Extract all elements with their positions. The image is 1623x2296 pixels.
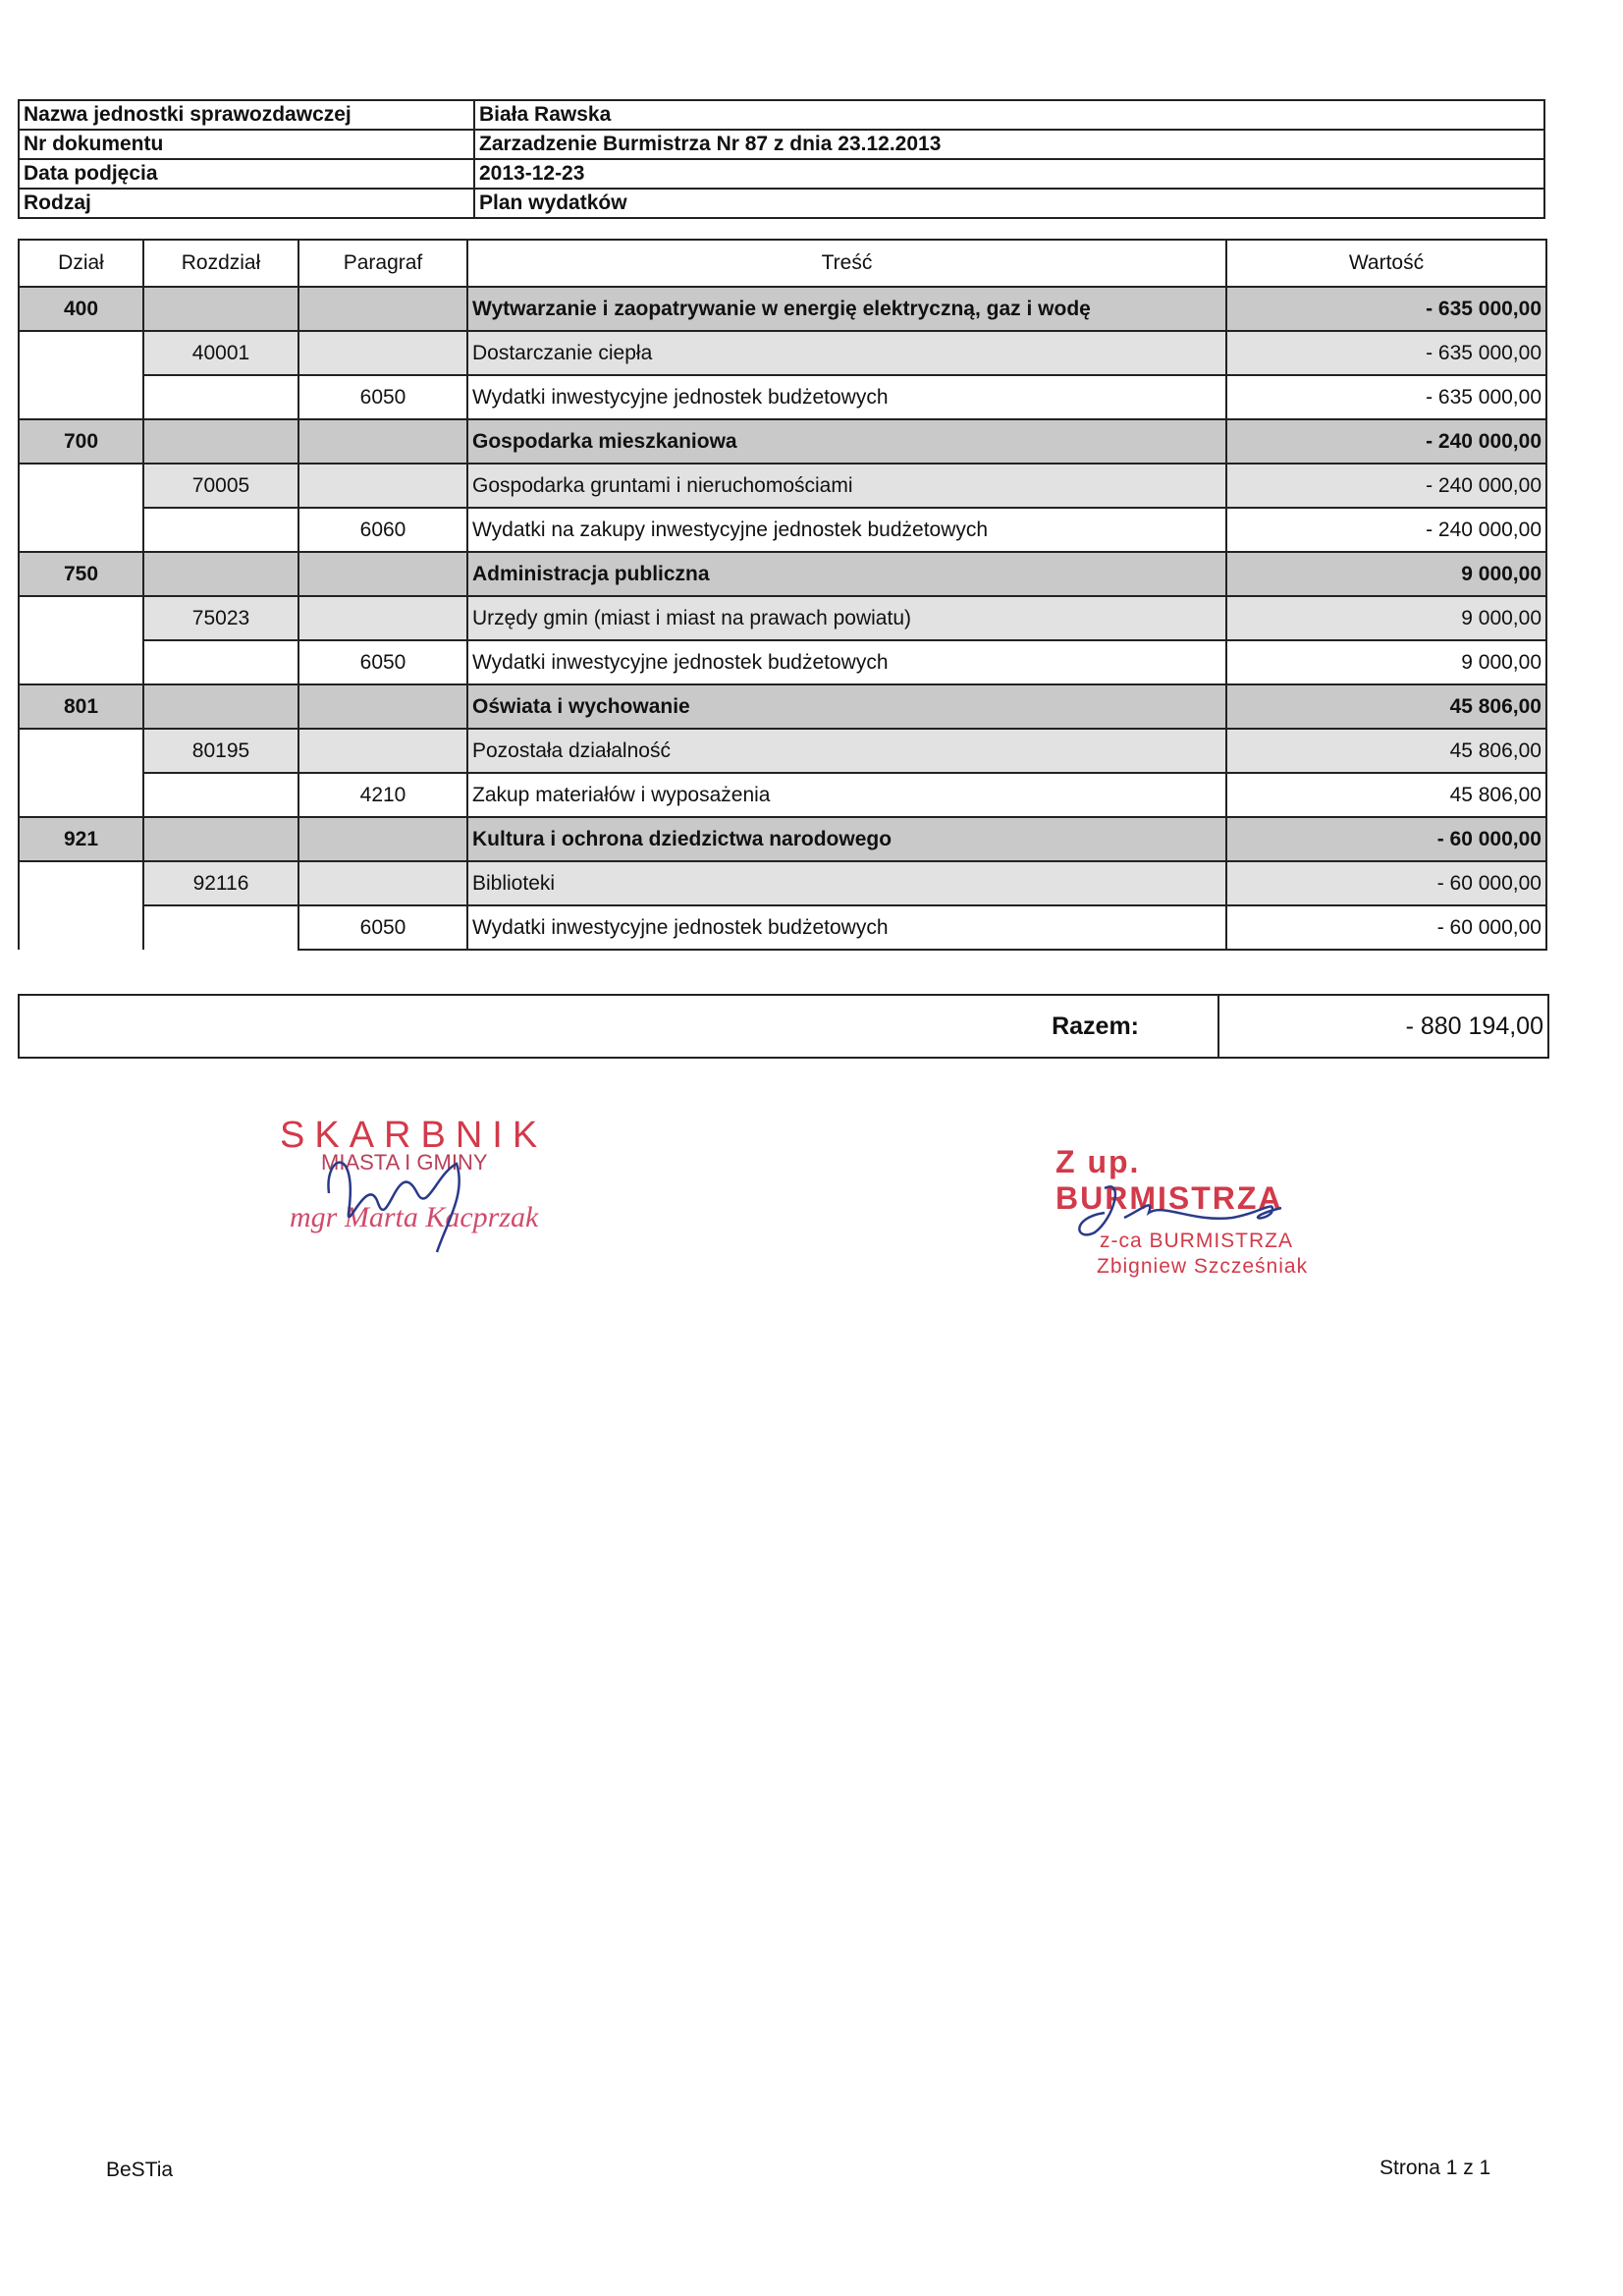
cell-tresc: Wydatki inwestycyjne jednostek budżetowych	[467, 640, 1226, 684]
cell-wartosc: - 240 000,00	[1226, 419, 1546, 464]
cell-rozdzial	[143, 773, 298, 817]
mayor-stamp-title: Z up. BURMISTRZA	[1055, 1144, 1283, 1216]
cell-paragraf: 6050	[298, 905, 467, 950]
metadata-value: Plan wydatków	[474, 189, 1544, 218]
metadata-row	[19, 130, 1544, 159]
metadata-value: 2013-12-23	[474, 159, 1544, 189]
cell-dzial	[19, 729, 143, 773]
table-row	[19, 464, 1546, 508]
cell-dzial	[19, 861, 143, 905]
metadata-row	[19, 189, 1544, 218]
cell-tresc: Oświata i wychowanie	[467, 684, 1226, 729]
cell-paragraf	[298, 729, 467, 773]
cell-wartosc: - 240 000,00	[1226, 508, 1546, 552]
treasurer-signature	[319, 1134, 515, 1262]
total-row	[19, 995, 1548, 1058]
cell-wartosc: - 240 000,00	[1226, 464, 1546, 508]
cell-dzial	[19, 464, 143, 508]
cell-tresc: Wydatki na zakupy inwestycyjne jednostek budżetowych	[467, 508, 1226, 552]
cell-dzial	[19, 375, 143, 419]
column-header-tresc: Treść	[467, 240, 1226, 287]
metadata-label: Rodzaj	[19, 189, 474, 218]
table-row	[19, 640, 1546, 684]
table-row	[19, 905, 1546, 950]
cell-dzial: 400	[19, 287, 143, 331]
cell-tresc: Pozostała działalność	[467, 729, 1226, 773]
table-row	[19, 552, 1546, 596]
metadata-row	[19, 159, 1544, 189]
document-metadata-table	[18, 99, 1545, 219]
total-value: - 880 194,00	[1218, 995, 1548, 1058]
cell-tresc: Wytwarzanie i zaopatrywanie w energię elektryczną, gaz i wodę	[467, 287, 1226, 331]
cell-rozdzial	[143, 817, 298, 861]
cell-rozdzial	[143, 508, 298, 552]
metadata-value: Zarzadzenie Burmistrza Nr 87 z dnia 23.12.2013	[474, 130, 1544, 159]
cell-paragraf	[298, 596, 467, 640]
cell-wartosc: - 635 000,00	[1226, 331, 1546, 375]
mayor-stamp-role: z-ca BURMISTRZA	[1100, 1230, 1294, 1252]
cell-paragraf	[298, 419, 467, 464]
cell-rozdzial	[143, 375, 298, 419]
cell-tresc: Gospodarka gruntami i nieruchomościami	[467, 464, 1226, 508]
column-header-wartosc: Wartość	[1226, 240, 1546, 287]
metadata-row	[19, 100, 1544, 130]
cell-dzial	[19, 331, 143, 375]
table-row	[19, 331, 1546, 375]
cell-wartosc: 45 806,00	[1226, 773, 1546, 817]
cell-wartosc: - 60 000,00	[1226, 905, 1546, 950]
cell-dzial: 801	[19, 684, 143, 729]
table-row	[19, 684, 1546, 729]
cell-dzial	[19, 905, 143, 950]
table-row	[19, 596, 1546, 640]
table-row	[19, 729, 1546, 773]
cell-paragraf	[298, 684, 467, 729]
table-row	[19, 817, 1546, 861]
footer-page-number: Strona 1 z 1	[1380, 2157, 1491, 2179]
cell-rozdzial: 80195	[143, 729, 298, 773]
cell-rozdzial	[143, 905, 298, 950]
cell-tresc: Gospodarka mieszkaniowa	[467, 419, 1226, 464]
cell-rozdzial: 92116	[143, 861, 298, 905]
cell-rozdzial	[143, 640, 298, 684]
treasurer-stamp-name: mgr Marta Kacprzak	[290, 1201, 539, 1233]
table-row	[19, 287, 1546, 331]
cell-dzial	[19, 596, 143, 640]
column-header-paragraf: Paragraf	[298, 240, 467, 287]
cell-tresc: Administracja publiczna	[467, 552, 1226, 596]
column-header-rozdzial: Rozdział	[143, 240, 298, 287]
cell-tresc: Kultura i ochrona dziedzictwa narodowego	[467, 817, 1226, 861]
cell-paragraf	[298, 817, 467, 861]
cell-wartosc: - 60 000,00	[1226, 861, 1546, 905]
cell-tresc: Dostarczanie ciepła	[467, 331, 1226, 375]
total-table	[18, 994, 1549, 1059]
cell-wartosc: - 635 000,00	[1226, 287, 1546, 331]
cell-rozdzial	[143, 287, 298, 331]
cell-rozdzial: 75023	[143, 596, 298, 640]
table-header-row	[19, 240, 1546, 287]
cell-tresc: Biblioteki	[467, 861, 1226, 905]
treasurer-stamp-subtitle: MIASTA I GMINY	[321, 1150, 488, 1175]
cell-dzial: 700	[19, 419, 143, 464]
cell-rozdzial	[143, 419, 298, 464]
table-row	[19, 861, 1546, 905]
treasurer-stamp-title: SKARBNIK	[280, 1115, 548, 1156]
cell-wartosc: 45 806,00	[1226, 684, 1546, 729]
cell-paragraf: 6050	[298, 640, 467, 684]
cell-wartosc: 9 000,00	[1226, 552, 1546, 596]
total-label: Razem:	[19, 995, 1218, 1058]
cell-paragraf	[298, 287, 467, 331]
cell-tresc: Wydatki inwestycyjne jednostek budżetowych	[467, 905, 1226, 950]
cell-dzial	[19, 773, 143, 817]
metadata-value: Biała Rawska	[474, 100, 1544, 130]
cell-tresc: Urzędy gmin (miast i miast na prawach powiatu)	[467, 596, 1226, 640]
metadata-label: Nazwa jednostki sprawozdawczej	[19, 100, 474, 130]
cell-wartosc: - 635 000,00	[1226, 375, 1546, 419]
cell-wartosc: 9 000,00	[1226, 640, 1546, 684]
cell-paragraf: 6060	[298, 508, 467, 552]
table-row	[19, 773, 1546, 817]
cell-paragraf	[298, 861, 467, 905]
metadata-label: Data podjęcia	[19, 159, 474, 189]
table-row	[19, 375, 1546, 419]
cell-rozdzial	[143, 552, 298, 596]
expenditure-table	[18, 239, 1547, 951]
metadata-label: Nr dokumentu	[19, 130, 474, 159]
mayor-signature	[1065, 1178, 1360, 1247]
table-row	[19, 419, 1546, 464]
cell-dzial	[19, 640, 143, 684]
table-row	[19, 508, 1546, 552]
cell-paragraf: 4210	[298, 773, 467, 817]
cell-wartosc: 9 000,00	[1226, 596, 1546, 640]
cell-wartosc: - 60 000,00	[1226, 817, 1546, 861]
treasurer-stamp	[280, 1115, 604, 1282]
cell-rozdzial	[143, 684, 298, 729]
cell-rozdzial: 70005	[143, 464, 298, 508]
cell-paragraf	[298, 331, 467, 375]
cell-paragraf	[298, 552, 467, 596]
cell-tresc: Wydatki inwestycyjne jednostek budżetowych	[467, 375, 1226, 419]
column-header-dzial: Dział	[19, 240, 143, 287]
cell-tresc: Zakup materiałów i wyposażenia	[467, 773, 1226, 817]
cell-wartosc: 45 806,00	[1226, 729, 1546, 773]
mayor-stamp-name: Zbigniew Szcześniak	[1097, 1255, 1309, 1278]
cell-paragraf: 6050	[298, 375, 467, 419]
cell-dzial: 750	[19, 552, 143, 596]
cell-dzial	[19, 508, 143, 552]
mayor-stamp	[1046, 1139, 1370, 1296]
cell-paragraf	[298, 464, 467, 508]
footer-software-name: BeSTia	[106, 2159, 174, 2181]
cell-rozdzial: 40001	[143, 331, 298, 375]
cell-dzial: 921	[19, 817, 143, 861]
